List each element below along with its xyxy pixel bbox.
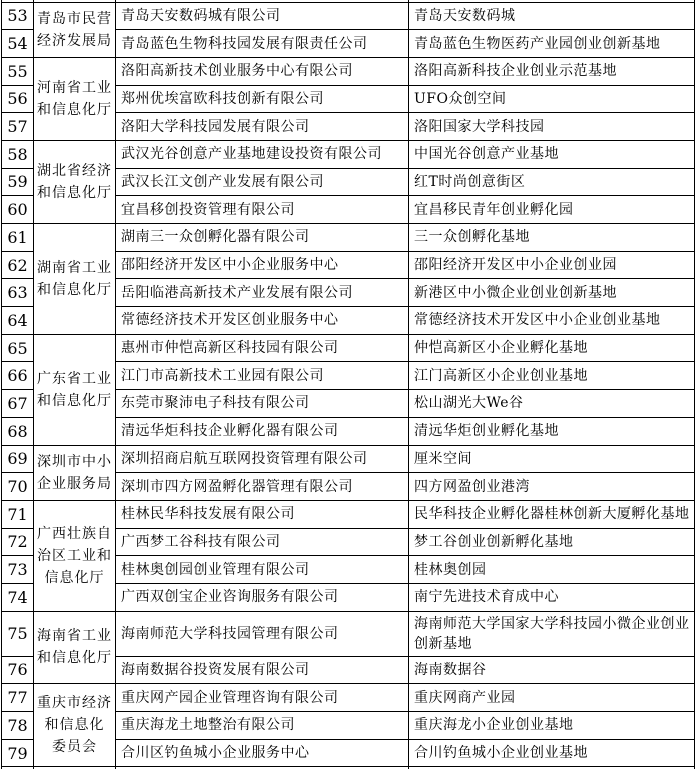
base-cell: 青岛天安数码城 — [409, 2, 695, 30]
base-cell: 三一众创孵化基地 — [409, 224, 695, 252]
row-number: 68 — [2, 417, 34, 445]
base-cell: 清远华炬创业孵化基地 — [409, 417, 695, 445]
dept-cell — [34, 445, 116, 500]
base-cell: 重庆网商产业园 — [409, 684, 695, 712]
company-cell: 重庆网产园企业管理咨询有限公司 — [116, 684, 409, 712]
table-row-77 — [2, 684, 695, 712]
base-cell: 民华科技企业孵化器桂林创新大厦孵化基地 — [409, 500, 695, 528]
dept-line: 信息化厅 — [44, 569, 105, 586]
company-cell: 江门市高新技术工业园有限公司 — [116, 362, 409, 390]
base-cell: 重庆海龙小企业创业基地 — [409, 712, 695, 740]
company-cell: 深圳市四方网盈孵化器管理有限公司 — [116, 473, 409, 501]
base-cell: 厘米空间 — [409, 445, 695, 473]
company-cell: 宜昌移创投资管理有限公司 — [116, 196, 409, 224]
row-number: 67 — [2, 390, 34, 418]
base-cell: 红T时尚创意街区 — [409, 168, 695, 196]
company-cell: 郑州优埃富欧科技创新有限公司 — [116, 85, 409, 113]
base-cell: 松山湖光大We谷 — [409, 390, 695, 418]
base-cell: 洛阳国家大学科技园 — [409, 113, 695, 141]
base-cell: 中国光谷创意产业基地 — [409, 140, 695, 168]
cut-cell — [116, 767, 409, 769]
row-number: 72 — [2, 528, 34, 556]
row-number: 63 — [2, 279, 34, 307]
company-cell: 海南师范大学科技园管理有限公司 — [116, 611, 409, 656]
company-cell: 武汉光谷创意产业基地建设投资有限公司 — [116, 140, 409, 168]
company-cell: 重庆海龙土地整治有限公司 — [116, 712, 409, 740]
company-cell: 常德经济技术开发区创业服务中心 — [116, 307, 409, 335]
dept-line: 和信息化厅 — [37, 184, 112, 201]
dept-line: 湖北省经济 — [37, 162, 112, 179]
dept-line: 深圳市中小 — [37, 453, 112, 470]
dept-cell — [34, 57, 116, 140]
row-number: 73 — [2, 556, 34, 584]
company-cell: 清远华炬科技企业孵化器有限公司 — [116, 417, 409, 445]
dept-line: 广西壮族自 — [37, 525, 112, 542]
dept-line: 和信息化 — [44, 717, 105, 734]
row-number: 70 — [2, 473, 34, 501]
base-cell: 仲恺高新区小企业孵化基地 — [409, 334, 695, 362]
company-cell: 青岛蓝色生物科技园发展有限责任公司 — [116, 30, 409, 58]
dept-line: 海南省工业 — [37, 628, 112, 645]
row-number: 53 — [2, 2, 34, 30]
row-number: 75 — [2, 611, 34, 656]
dept-line: 委员会 — [52, 739, 97, 756]
cut-cell — [2, 767, 34, 769]
row-number: 66 — [2, 362, 34, 390]
row-number: 60 — [2, 196, 34, 224]
dept-line: 广东省工业 — [37, 370, 112, 387]
base-cell: 合川钓鱼城小企业创业基地 — [409, 739, 695, 767]
base-cell: 南宁先进技术育成中心 — [409, 583, 695, 611]
table-row-71 — [2, 500, 695, 528]
company-cell: 岳阳临港高新技术产业发展有限公司 — [116, 279, 409, 307]
company-cell: 海南数据谷投资发展有限公司 — [116, 656, 409, 684]
row-number: 74 — [2, 583, 34, 611]
dept-line: 湖南省工业 — [37, 259, 112, 276]
base-cell: 邵阳经济开发区中小企业创业园 — [409, 251, 695, 279]
company-cell: 广西梦工谷科技有限公司 — [116, 528, 409, 556]
company-cell: 桂林民华科技发展有限公司 — [116, 500, 409, 528]
row-number: 69 — [2, 445, 34, 473]
base-cell: 青岛蓝色生物医药产业园创业创新基地 — [409, 30, 695, 58]
dept-line: 治区工业和 — [37, 547, 112, 564]
base-cell: 常德经济技术开发区中小企业创业基地 — [409, 307, 695, 335]
cut-cell — [34, 767, 116, 769]
row-number: 54 — [2, 30, 34, 58]
incubator-approval-table — [1, 0, 695, 769]
dept-line: 企业服务局 — [37, 475, 112, 492]
dept-line: 和信息化厅 — [37, 650, 112, 667]
base-cell: 江门高新区小企业创业基地 — [409, 362, 695, 390]
company-cell: 邵阳经济开发区中小企业服务中心 — [116, 251, 409, 279]
dept-cell — [34, 334, 116, 445]
dept-cell — [34, 140, 116, 223]
table-row-58 — [2, 140, 695, 168]
company-cell: 合川区钓鱼城小企业服务中心 — [116, 739, 409, 767]
base-cell: 四方网盈创业港湾 — [409, 473, 695, 501]
company-cell: 洛阳高新技术创业服务中心有限公司 — [116, 57, 409, 85]
base-cell: 洛阳高新科技企业创业示范基地 — [409, 57, 695, 85]
row-number: 55 — [2, 57, 34, 85]
base-cell: 梦工谷创业创新孵化基地 — [409, 528, 695, 556]
table-row-65 — [2, 334, 695, 362]
row-number: 76 — [2, 656, 34, 684]
company-cell: 惠州市仲恺高新区科技园有限公司 — [116, 334, 409, 362]
table-row-55 — [2, 57, 695, 85]
base-cell: 海南师范大学国家大学科技园小微企业创业创新基地 — [409, 611, 695, 656]
base-cell: UFO众创空间 — [409, 85, 695, 113]
company-cell: 湖南三一众创孵化器有限公司 — [116, 224, 409, 252]
row-number: 59 — [2, 168, 34, 196]
base-cell: 海南数据谷 — [409, 656, 695, 684]
dept-line: 河南省工业 — [37, 79, 112, 96]
table-row-61 — [2, 224, 695, 252]
row-number: 78 — [2, 712, 34, 740]
company-cell: 东莞市聚沛电子科技有限公司 — [116, 390, 409, 418]
cut-row-bottom — [2, 767, 695, 769]
base-cell: 新港区中小微企业创业创新基地 — [409, 279, 695, 307]
company-cell: 深圳招商启航互联网投资管理有限公司 — [116, 445, 409, 473]
base-cell: 桂林奥创园 — [409, 556, 695, 584]
row-number: 79 — [2, 739, 34, 767]
company-cell: 洛阳大学科技园发展有限公司 — [116, 113, 409, 141]
dept-line: 和信息化厅 — [37, 101, 112, 118]
cut-cell — [409, 767, 695, 769]
dept-cell — [34, 224, 116, 335]
row-number: 58 — [2, 140, 34, 168]
company-cell: 桂林奥创园创业管理有限公司 — [116, 556, 409, 584]
dept-line: 经济发展局 — [37, 32, 112, 49]
dept-cell — [34, 2, 116, 57]
row-number: 57 — [2, 113, 34, 141]
dept-cell — [34, 684, 116, 767]
dept-cell — [34, 611, 116, 684]
row-number: 56 — [2, 85, 34, 113]
dept-line: 和信息化厅 — [37, 281, 112, 298]
table-row-69 — [2, 445, 695, 473]
base-cell: 宜昌移民青年创业孵化园 — [409, 196, 695, 224]
row-number: 64 — [2, 307, 34, 335]
company-cell: 广西双创宝企业咨询服务有限公司 — [116, 583, 409, 611]
table-row-75 — [2, 611, 695, 656]
dept-line: 青岛市民营 — [37, 10, 112, 27]
row-number: 61 — [2, 224, 34, 252]
dept-line: 重庆市经济 — [37, 695, 112, 712]
row-number: 71 — [2, 500, 34, 528]
table-row-53 — [2, 2, 695, 30]
company-cell: 青岛天安数码城有限公司 — [116, 2, 409, 30]
row-number: 65 — [2, 334, 34, 362]
row-number: 77 — [2, 684, 34, 712]
dept-cell — [34, 500, 116, 611]
row-number: 62 — [2, 251, 34, 279]
company-cell: 武汉长江文创产业发展有限公司 — [116, 168, 409, 196]
dept-line: 和信息化厅 — [37, 392, 112, 409]
